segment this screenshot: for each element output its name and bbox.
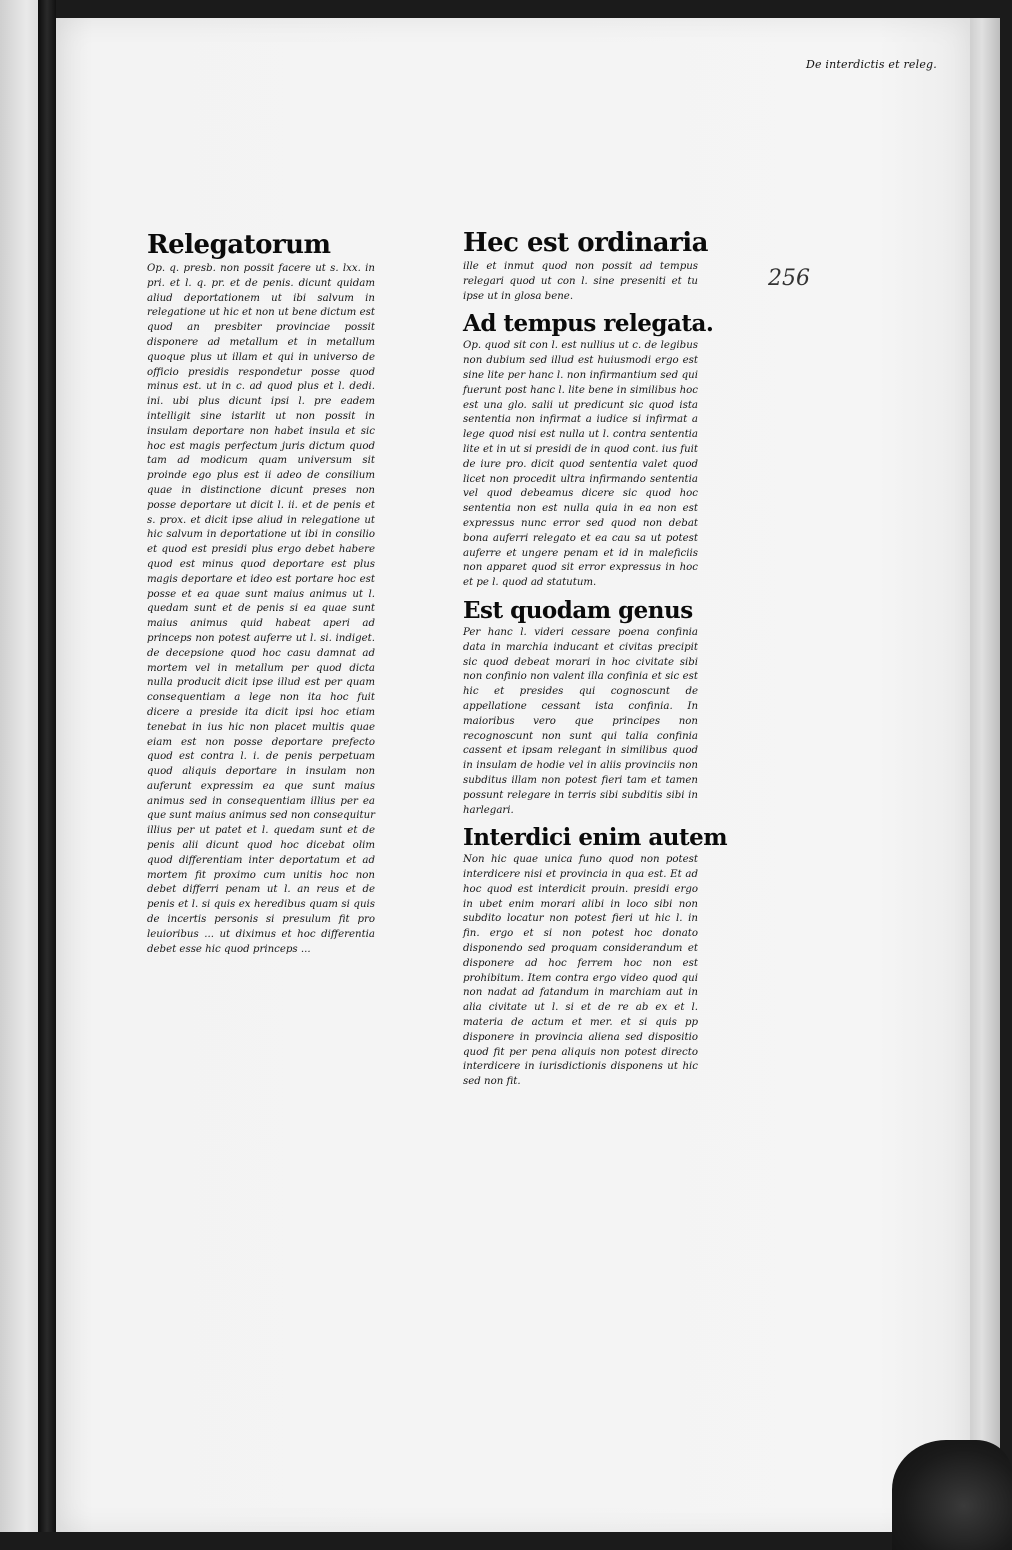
reader-thumb <box>892 1440 1012 1550</box>
section-text: Per hanc l. videri cessare poena confinia data in marchia inducant et civitas precipit sic quod debeat morari in hoc civitate sibi non confinio non valent illa confinia et sic est hic et presides qui cognoscunt de appellatione cessant ista confinia. In maioribus vero que principes non recognoscunt non sunt qui talia confinia cassent et ipsam relegant in similibus quod in insulam de hodie vel in aliis provinciis non subditus illam non potest fieri tam et tamen possunt relegare in terris sibi subditis sibi in harlegari. <box>463 626 698 816</box>
left-column-heading: Relegatorum <box>147 230 331 260</box>
left-column-text: Op. q. presb. non possit facere ut s. lxx. in pri. et l. q. pr. et de penis. dicunt quidam aliud deportationem ut ibi salvum in relegatione ut hic et non ut bene dictum est quod an presbiter provinciae possit disponere ad metallum et in metallum quoque plus ut illam et qui in universo de officio presidis respondetur posse quod minus est. ut in c. ad quod plus et l. dedi. ini. ubi plus dicunt ipsi l. pre eadem intelligit sine istarlit ut non possit in insulam deportare non habet insula et sic hoc est magis perfectum juris dictum quod tam ad modicum quam universum sit proinde ego plus est ii adeo de consilium quae in distinctione dicunt preses non posse deportare ut dicit l. ii. et de penis et s. prox. et dicit ipse aliud in relegatione ut hic salvum in deportatione ut ibi in consilio et quod est presidi plus ergo debet habere quod est minus quod deportare est plus magis deportare et ideo est portare hoc est posse et ea quae sunt maius animus ut l. quedam sunt et de penis si ea quae sunt maius animus quid habeat aperi ad princeps non potest auferre ut l. si. indiget. de decepsione quod hoc casu damnat ad mortem vel in metallum per quod dicta nulla producit dicit ipse illud est per quam consequentiam a lege non ita hoc fuit dicere a preside ita dicit ipsi hoc etiam tenebat in ius hic non placet multis quae eiam est non posse deportare prefecto quod est contra l. i. de penis perpetuam quod aliquis deportare in insulam non auferunt expressim ea que sunt maius animus sed in consequentiam illius per ea que sunt maius animus sed non consequitur illius per ut patet et l. quedam sunt et de penis alii dicunt quod hoc dicebat olim quod differentiam inter deportatum et ad mortem fit proximo cum unitis hoc non debet differri penam ut l. an reus et de penis et l. si quis ex heredibus quam si quis de incertis personis si presulum fit pro leuioribus ... ut diximus et hoc differentia debet esse hic quod princeps ... <box>147 263 375 955</box>
section-text: Non hic quae unica funo quod non potest interdicere nisi et provincia in qua est. Et ad hoc quod est interdicit prouin. presidi ergo in ubet enim morari alibi in loco sibi non subdito locatur non potest fieri ut hic l. in fin. ergo et si non potest hoc donato disponendo sed proquam considerandum et disponere ad hoc ferrem hoc non est prohibitum. Item contra ergo video quod qui non nadat ad fatandum in marchiam aut in alia civitate ut l. si et de re ab ex et l. materia de actum et mer. et si quis pp disponere in provincia aliena sed dispositio quod fit per pena aliquis non potest directo interdicere in iurisdictionis disponens ut hic sed non fit. <box>463 854 698 1088</box>
section-3 <box>463 596 698 818</box>
section-4 <box>463 824 728 1090</box>
section-text: Op. quod sit con l. est nullius ut c. de legibus non dubium sed illud est huiusmodi ergo est sine lite per hanc l. non infirmantium sed qui fuerunt post hanc l. lite bene in similibus hoc est una glo. salii ut predicunt sic quod ista sententia non infirmat a iudice si infirmat a lege quod nisi est nulla ut l. contra sententia lite et in ut si presidi de in quod cont. ius fuit de iure pro. dicit quod sententia valet quod licet non procedit ultra infirmando sententia vel quod debeamus dicere sic quod hoc sententia non est nulla quia in ea non est expressus nunc error sed quod non debat bona auferri relegato et ea cau sa ut potest auferre et ungere penam et id in maleficiis non apparet quod sit error expressus in hoc et pe l. quod ad statutum. <box>463 340 698 589</box>
page-fore-edge <box>970 18 1000 1532</box>
section-heading: Ad tempus relegata. <box>463 310 714 338</box>
section-heading: Interdici enim autem <box>463 824 728 852</box>
section-2 <box>463 310 714 591</box>
section-heading: Hec est ordinaria <box>463 228 708 258</box>
section-1 <box>463 228 708 304</box>
running-head: De interdictis et releg. <box>806 58 937 71</box>
section-heading: Est quodam genus <box>463 596 693 624</box>
section-text: ille et inmut quod non possit ad tempus relegari quod ut con l. sine preseniti et tu ipse ut in glosa bene. <box>463 261 698 302</box>
folio-number: 256 <box>768 266 810 291</box>
left-column <box>147 232 375 1102</box>
book-gutter <box>38 0 56 1532</box>
right-column <box>463 228 728 1100</box>
